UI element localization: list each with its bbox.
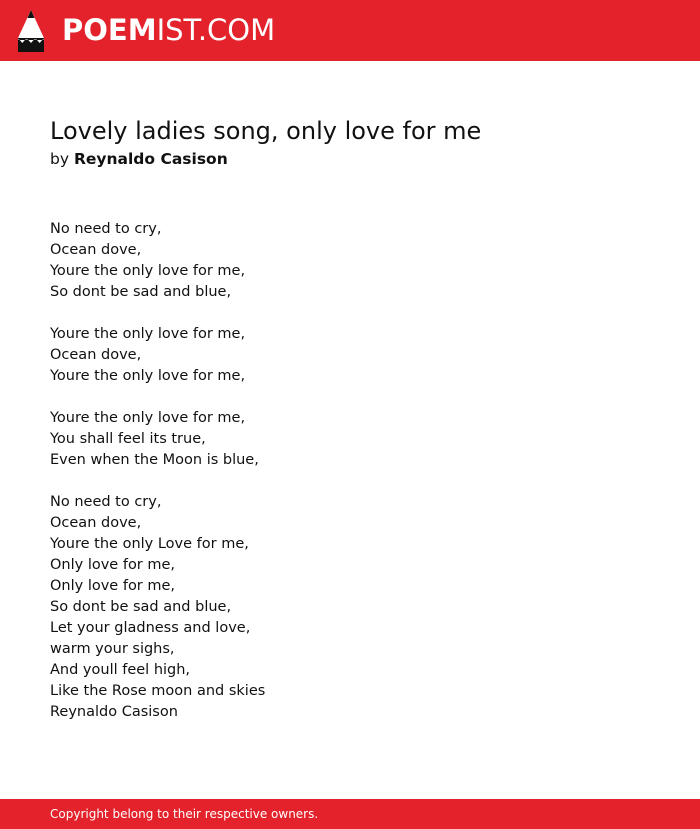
poem-line: No need to cry, — [50, 494, 162, 510]
stanza-break — [50, 471, 265, 492]
poem-line: Ocean dove, — [50, 515, 142, 531]
poem-line: You shall feel its true, — [50, 431, 206, 447]
byline-by-label: by — [50, 150, 70, 168]
logo-text-light: IST.COM — [156, 13, 276, 47]
copyright-notice: Copyright belong to their respective owners. — [50, 807, 319, 821]
poem-line: Like the Rose moon and skies — [50, 683, 266, 699]
poem-byline — [50, 149, 228, 169]
poem-line: Only love for me, — [50, 557, 176, 573]
poem-line: warm your sighs, — [50, 641, 175, 657]
poem-line: Youre the only love for me, — [50, 368, 246, 384]
logo-text-bold: POEM — [62, 13, 157, 47]
poem-line: So dont be sad and blue, — [50, 284, 232, 300]
poem-line: Youre the only love for me, — [50, 410, 246, 426]
poem-line: So dont be sad and blue, — [50, 599, 232, 615]
site-logo-link[interactable] — [18, 10, 275, 52]
poem-title: Lovely ladies song, only love for me — [50, 117, 482, 145]
poem-line: Youre the only Love for me, — [50, 536, 249, 552]
poem-line: And youll feel high, — [50, 662, 191, 678]
stanza-break — [50, 303, 265, 324]
site-logo-text — [62, 13, 276, 47]
pencil-tip-icon — [18, 10, 44, 52]
poem-line: Even when the Moon is blue, — [50, 452, 259, 468]
poem-line: Ocean dove, — [50, 242, 142, 258]
poem-line: Let your gladness and love, — [50, 620, 251, 636]
poem-line: Only love for me, — [50, 578, 176, 594]
poem-line: Youre the only love for me, — [50, 326, 246, 342]
stanza-break — [50, 387, 265, 408]
poem-body — [50, 219, 265, 723]
poem-line: No need to cry, — [50, 221, 162, 237]
site-footer — [0, 799, 700, 829]
poem-author: Reynaldo Casison — [73, 150, 228, 168]
site-header — [0, 0, 700, 61]
poem-line: Youre the only love for me, — [50, 263, 246, 279]
poem-line: Ocean dove, — [50, 347, 142, 363]
poem-signature-line: Reynaldo Casison — [50, 704, 178, 720]
